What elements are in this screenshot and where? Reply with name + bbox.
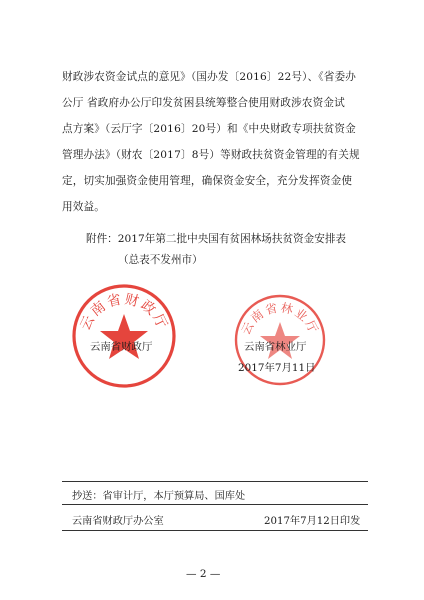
signature-date: 2017年7月11日 — [238, 362, 316, 374]
svg-text:云南省林业厅: 云南省林业厅 — [238, 300, 322, 338]
signature-finance-dept: 云南省财政厅 — [90, 341, 153, 353]
page-number: — 2 — — [186, 568, 221, 580]
issuer-office: 云南省财政厅办公室 — [72, 516, 164, 527]
footer-rule-top — [62, 481, 368, 482]
body-line-2: 公厅 省政府办公厅印发贫困县统筹整合使用财政涉农资金试 — [62, 97, 345, 109]
body-line-4: 管理办法》（财农〔2017〕8号）等财政扶贫资金管理的有关规 — [62, 149, 360, 161]
body-line-6: 用效益。 — [62, 201, 105, 213]
signature-forestry-dept: 云南省林业厅 — [244, 341, 307, 353]
body-line-1: 财政涉农资金试点的意见》（国办发〔2016〕22号）、《省委办 — [62, 71, 357, 83]
body-line-5: 定，切实加强资金使用管理，确保资金安全，充分发挥资金使 — [62, 175, 353, 187]
finance-department-seal — [70, 282, 178, 390]
footer-rule-bottom — [62, 530, 368, 531]
footer-rule-middle — [62, 504, 368, 505]
body-line-3: 点方案》（云厅字〔2016〕20号）和《中央财政专项扶贫资金 — [62, 123, 356, 135]
attachment-title: 附件：2017年第二批中央国有贫困林场扶贫资金安排表 — [86, 233, 347, 245]
cc-line: 抄送：省审计厅，本厅预算局、国库处 — [72, 491, 246, 502]
svg-text:云南省财政厅: 云南省财政厅 — [77, 291, 171, 334]
attachment-note: （总表不发州市） — [118, 254, 203, 266]
issue-date: 2017年7月12日印发 — [264, 516, 361, 527]
